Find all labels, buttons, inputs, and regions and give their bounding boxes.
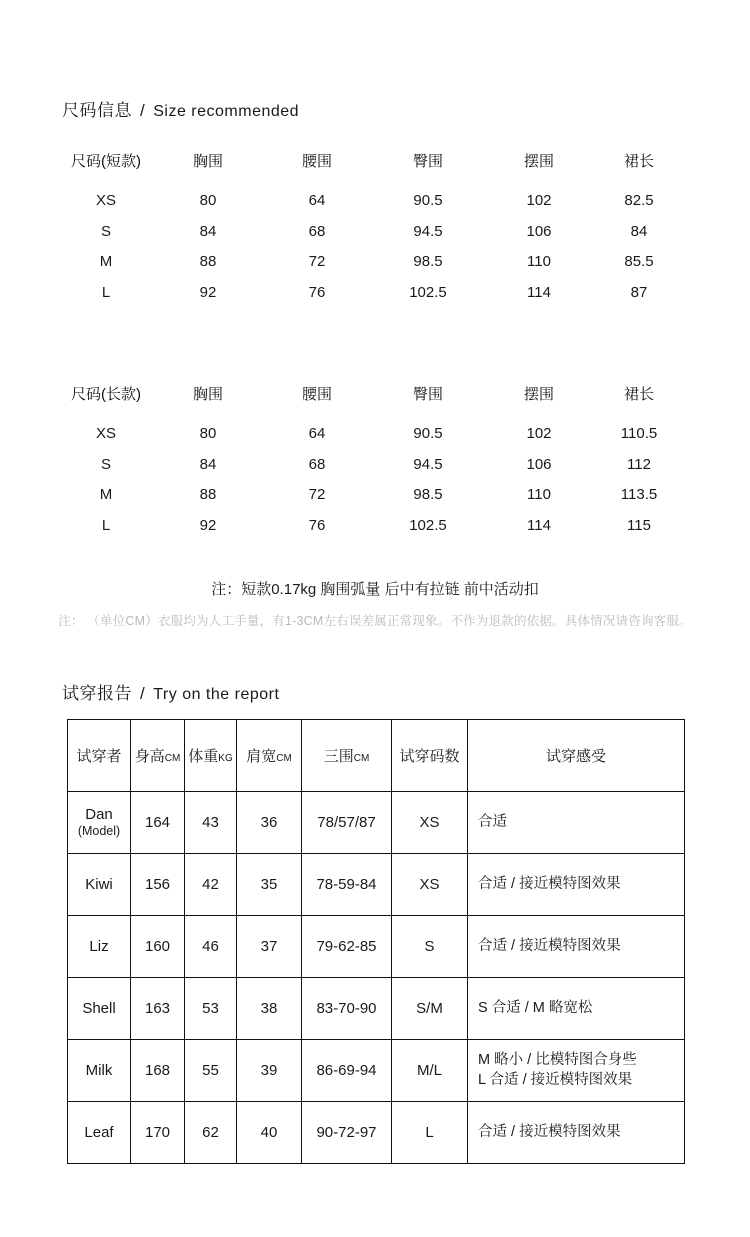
column-header: 裙长: [623, 385, 654, 403]
cell-size-code: S/M: [392, 978, 468, 1040]
cell-hip: 94.5: [413, 455, 443, 473]
header-height-unit: CM: [164, 753, 181, 764]
table-row: [68, 1040, 685, 1102]
column-header-height: [131, 720, 185, 792]
column-header: 腰围: [301, 385, 332, 403]
cell-hip: 102.5: [409, 516, 447, 534]
tryon-section-heading: [62, 679, 279, 704]
cell-waist: 76: [308, 283, 326, 301]
cell-bust: 92: [199, 516, 217, 534]
size-heading-en: Size recommended: [153, 103, 300, 120]
cell-size: L: [101, 283, 111, 301]
cell-measurements: 78/57/87: [302, 792, 392, 854]
table-row: [68, 854, 685, 916]
cell-size: M: [99, 486, 113, 504]
cell-waist: 64: [308, 192, 326, 210]
cell-waist: 64: [308, 425, 326, 443]
feeling-line: 合适 / 接近模特图效果: [478, 937, 621, 954]
cell-hem: 110: [527, 486, 551, 504]
cell-hem: 102: [526, 425, 552, 443]
feeling-line: 合适 / 接近模特图效果: [478, 875, 621, 892]
header-shoulder-unit: CM: [276, 753, 292, 764]
cell-size: S: [100, 455, 111, 473]
header-shoulder-label: 肩宽: [246, 748, 277, 765]
cell-shoulder: 40: [237, 1102, 302, 1164]
cell-length: 113.5: [620, 486, 658, 504]
column-header: 腰围: [301, 152, 332, 170]
cell-hip: 102.5: [409, 283, 447, 301]
cell-size: L: [101, 516, 111, 534]
cell-weight: 42: [185, 854, 237, 916]
cell-length: 85.5: [624, 253, 654, 271]
cell-hem: 114: [527, 283, 551, 301]
table-row: [58, 216, 684, 247]
cell-bust: 88: [199, 253, 217, 271]
table-row: [58, 247, 684, 278]
cell-size: XS: [95, 425, 116, 443]
cell-length: 112: [627, 455, 651, 473]
tester-name: Dan: [85, 806, 113, 823]
cell-length: 110.5: [620, 425, 658, 443]
cell-hip: 94.5: [413, 222, 443, 240]
tester-name-sub: (Model): [77, 824, 121, 838]
feeling-line: 合适 / 接近模特图效果: [478, 1123, 621, 1140]
cell-feeling: [468, 978, 685, 1040]
column-header-measurements: [302, 720, 392, 792]
cell-tester-name: [68, 792, 131, 854]
cell-height: 163: [131, 978, 185, 1040]
tryon-heading-separator: /: [140, 684, 146, 703]
cell-size-code: M/L: [392, 1040, 468, 1102]
table-row: [58, 449, 684, 480]
header-measure-label: 三围: [323, 748, 354, 765]
cell-tester-name: Leaf: [68, 1102, 131, 1164]
cell-feeling: [468, 1040, 685, 1102]
cell-hip: 98.5: [413, 253, 443, 271]
cell-hip: 90.5: [413, 425, 443, 443]
cell-weight: 62: [185, 1102, 237, 1164]
cell-hem: 114: [527, 516, 551, 534]
feeling-line: 合适: [478, 813, 507, 830]
size-table-short: [58, 145, 684, 308]
cell-shoulder: 36: [237, 792, 302, 854]
cell-waist: 76: [308, 516, 326, 534]
column-header: 摆围: [523, 152, 554, 170]
table-row: [58, 277, 684, 308]
table-row: [58, 480, 684, 511]
cell-size-code: S: [392, 916, 468, 978]
cell-hip: 90.5: [413, 192, 443, 210]
feeling-line: M 略小 / 比模特图合身些: [478, 1051, 637, 1068]
header-weight-label: 体重: [188, 748, 219, 765]
cell-tester-name: Milk: [68, 1040, 131, 1102]
column-header: 尺码(短款): [71, 152, 141, 170]
header-height-label: 身高: [134, 748, 165, 765]
cell-length: 84: [630, 222, 648, 240]
size-note-primary: 注：短款0.17kg 胸围弧量 后中有拉链 前中活动扣: [211, 581, 539, 598]
cell-shoulder: 39: [237, 1040, 302, 1102]
cell-measurements: 83-70-90: [302, 978, 392, 1040]
cell-hip: 98.5: [413, 486, 443, 504]
cell-weight: 43: [185, 792, 237, 854]
table-spacer-row: [58, 409, 684, 419]
cell-bust: 80: [199, 425, 217, 443]
size-heading-separator: /: [140, 101, 146, 120]
tryon-report-table: [67, 719, 685, 1164]
cell-size: XS: [95, 192, 116, 210]
cell-hem: 102: [526, 192, 552, 210]
cell-feeling: [468, 792, 685, 854]
cell-hem: 110: [527, 253, 551, 271]
cell-hem: 106: [526, 455, 552, 473]
cell-bust: 84: [199, 222, 217, 240]
size-heading-cn: 尺码信息: [62, 101, 132, 120]
cell-weight: 53: [185, 978, 237, 1040]
cell-tester-name: Liz: [68, 916, 131, 978]
column-header-feeling: 试穿感受: [468, 720, 685, 792]
cell-shoulder: 37: [237, 916, 302, 978]
size-section-heading: [62, 96, 299, 121]
tryon-heading-en: Try on the report: [153, 686, 280, 703]
cell-waist: 72: [308, 486, 326, 504]
feeling-line: L 合适 / 接近模特图效果: [478, 1071, 633, 1088]
cell-length: 115: [627, 516, 651, 534]
table-row: [68, 1102, 685, 1164]
cell-feeling: [468, 1102, 685, 1164]
cell-bust: 80: [199, 192, 217, 210]
cell-measurements: 86-69-94: [302, 1040, 392, 1102]
cell-shoulder: 35: [237, 854, 302, 916]
cell-bust: 92: [199, 283, 217, 301]
column-header: 臀围: [412, 152, 443, 170]
cell-size-code: L: [392, 1102, 468, 1164]
cell-size-code: XS: [392, 854, 468, 916]
table-row: [58, 186, 684, 217]
cell-weight: 55: [185, 1040, 237, 1102]
column-header: 臀围: [412, 385, 443, 403]
table-spacer-row: [58, 176, 684, 186]
size-note-secondary: 注： （单位CM）衣服均为人工手量，有1-3CM左右误差属正常现象。不作为退款的依据。具体情况请咨询客服。: [58, 614, 692, 628]
size-table-long: [58, 378, 684, 541]
column-header: 摆围: [523, 385, 554, 403]
table-row: [68, 978, 685, 1040]
cell-waist: 72: [308, 253, 326, 271]
cell-size-code: XS: [392, 792, 468, 854]
cell-size: M: [99, 253, 113, 271]
cell-tester-name: Shell: [68, 978, 131, 1040]
header-weight-unit: KG: [218, 753, 233, 764]
table-row: [68, 916, 685, 978]
table-row: [58, 510, 684, 541]
cell-height: 168: [131, 1040, 185, 1102]
feeling-line: S 合适 / M 略宽松: [478, 999, 593, 1016]
cell-hem: 106: [526, 222, 552, 240]
table-header-row: [68, 720, 685, 792]
tryon-heading-cn: 试穿报告: [62, 684, 132, 703]
column-header: 胸围: [192, 385, 223, 403]
cell-height: 170: [131, 1102, 185, 1164]
cell-measurements: 79-62-85: [302, 916, 392, 978]
cell-shoulder: 38: [237, 978, 302, 1040]
header-measure-unit: CM: [353, 753, 370, 764]
column-header: 尺码(长款): [71, 385, 141, 403]
cell-feeling: [468, 916, 685, 978]
column-header: 裙长: [623, 152, 654, 170]
table-header-row: [58, 378, 684, 409]
cell-waist: 68: [308, 222, 326, 240]
column-header: 胸围: [192, 152, 223, 170]
column-header-weight: [185, 720, 237, 792]
table-row: [68, 792, 685, 854]
cell-bust: 84: [199, 455, 217, 473]
table-row: [58, 419, 684, 450]
cell-feeling: [468, 854, 685, 916]
table-header-row: [58, 145, 684, 176]
cell-measurements: 90-72-97: [302, 1102, 392, 1164]
cell-length: 87: [630, 283, 648, 301]
column-header-size-code: 试穿码数: [392, 720, 468, 792]
cell-length: 82.5: [624, 192, 654, 210]
cell-height: 156: [131, 854, 185, 916]
cell-height: 160: [131, 916, 185, 978]
cell-waist: 68: [308, 455, 326, 473]
cell-tester-name: Kiwi: [68, 854, 131, 916]
cell-size: S: [100, 222, 111, 240]
cell-weight: 46: [185, 916, 237, 978]
cell-measurements: 78-59-84: [302, 854, 392, 916]
cell-bust: 88: [199, 486, 217, 504]
cell-height: 164: [131, 792, 185, 854]
column-header-shoulder: [237, 720, 302, 792]
column-header-tester: 试穿者: [68, 720, 131, 792]
